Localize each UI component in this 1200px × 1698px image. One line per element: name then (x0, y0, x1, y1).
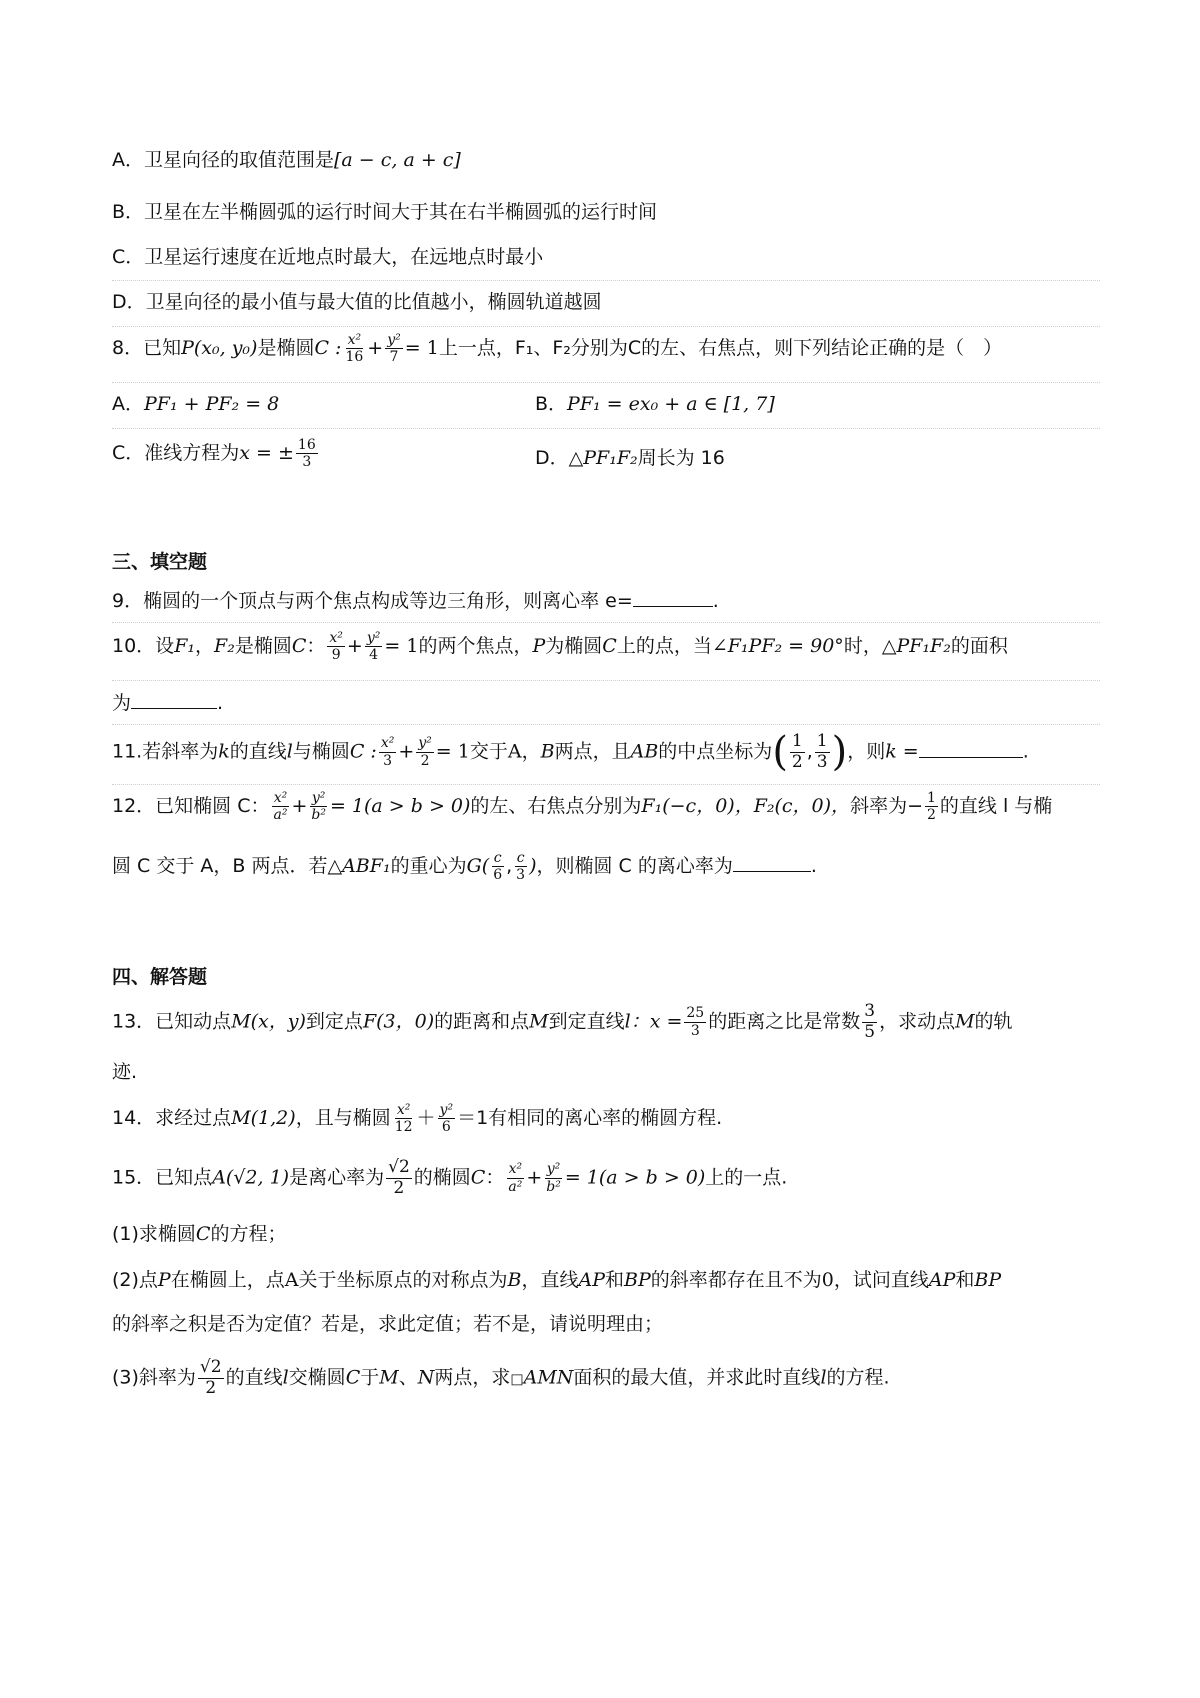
q10-c: C (291, 635, 307, 658)
q8-option-d-suffix: 周长为 16 (637, 447, 725, 469)
q15-p3-box: □ (510, 1371, 524, 1388)
q11-prefix: 11.若斜率为 (112, 740, 219, 763)
q15-p1-c: C (195, 1223, 211, 1245)
q12-slope-sign: − (907, 795, 923, 818)
q8-option-c-label: C．准线方程为 (112, 442, 240, 465)
question-9 (112, 588, 1100, 614)
q12-g-end: ) (529, 855, 537, 878)
q11-mid7: ，则 (847, 740, 886, 763)
separator (112, 326, 1100, 327)
q10-f2: F₂ (214, 635, 235, 658)
answer-blank[interactable] (131, 690, 217, 709)
q15-p2-ap: AP (578, 1269, 605, 1291)
frac-num: y² (546, 1161, 561, 1178)
q8-option-b-math: PF₁ = ex₀ + a ∈ [1, 7] (567, 393, 775, 415)
q15-p2-g: ，试问直线 (833, 1269, 929, 1291)
q7-option-a-math: [a − c, a + c] (334, 149, 461, 171)
frac-num: c (493, 850, 502, 866)
q15-p2-bp2: BP (974, 1269, 1002, 1291)
q12-f2: F₂(c，0)， (753, 795, 851, 818)
q10-prefix: 10．设 (112, 635, 175, 658)
q8-option-c-frac (296, 437, 318, 470)
q11-k: k (218, 740, 230, 763)
q8-point: P(x₀, y₀) (181, 337, 258, 360)
q10-mid5: 上的点，当 (616, 635, 712, 658)
q15-frac-y (544, 1161, 563, 1194)
q15-p3-f: 两点，求 (434, 1366, 511, 1389)
frac-den: 6 (441, 1119, 451, 1136)
question-10-line2 (112, 690, 1100, 716)
q14-m: M(1,2) (231, 1107, 296, 1130)
q13-l: l：x = (624, 1010, 683, 1033)
frac-num: √2 (388, 1157, 410, 1177)
q10-mid6: 时， (843, 635, 882, 658)
q11-c: C : (349, 740, 377, 763)
q13-m2: M (529, 1010, 549, 1033)
q13-ratio (862, 1002, 877, 1042)
separator (112, 382, 1100, 383)
q15-p3-amn: AMN (523, 1366, 574, 1389)
q11-b: B (540, 740, 555, 763)
q15-p2-a: A (284, 1269, 299, 1291)
q8-frac-x (343, 332, 365, 365)
q11-frac-y (416, 735, 434, 768)
q15-p3-c: 交椭圆 (288, 1366, 346, 1389)
q15-e-frac (386, 1158, 412, 1198)
q12-slope-frac (925, 790, 938, 823)
q11-eq: = 1 (435, 740, 470, 763)
frac-num: c (516, 850, 525, 866)
q12-end: . (810, 855, 817, 878)
q8-ellipse-name: C : (314, 337, 342, 360)
frac-num: x² (508, 1161, 523, 1178)
left-paren: ( (772, 729, 788, 776)
frac-num: x² (380, 735, 395, 752)
frac-num: x² (396, 1102, 411, 1118)
q15-prefix: 15．已知点 (112, 1166, 213, 1189)
frac-den: 2 (393, 1177, 405, 1198)
q15-p3-g: 面积的最大值，并求此时直线 (573, 1366, 821, 1389)
question-8: 8．已知P(x₀, y₀)是椭圆C : $\frac{\text{x²}}{16}$ + $\frac{\text{y²}}{7}$ = 1上一点，F₁、F₂分别为C的左、右焦点，则下列结论正确的是（ ） (112, 332, 1003, 366)
frac-num: x² (347, 332, 362, 348)
frac-num: y² (418, 735, 432, 752)
q15-p2-f: 的斜率都存在且不为 (650, 1269, 822, 1291)
q10-colon: ： (306, 635, 326, 658)
question-12-line2: 圆 C 交于 A，B 两点．若△ABF₁的重心为G( $\frac{c}{6}$ , $\frac{c}{3}$ )，则椭圆 C 的离心率为 . (112, 850, 817, 884)
q14-suffix: 有相同的离心率的椭圆方程. (488, 1107, 723, 1130)
q15-c: C (470, 1166, 486, 1189)
section-title-solve: 四、解答题 (112, 966, 208, 988)
frac-den: 9 (331, 647, 341, 664)
q11-mid5: 两点，且 (554, 740, 631, 763)
q8-prefix: 8．已知 (112, 337, 182, 360)
q13-mid1: 到定点 (305, 1010, 363, 1033)
q11-frac-x (379, 735, 397, 768)
q15-p2-h: 和 (955, 1269, 975, 1291)
q11-l: l (286, 740, 293, 763)
frac-den: 3 (516, 867, 526, 884)
q12-triangle: △ABF₁ (327, 855, 391, 878)
frac-den: 16 (345, 349, 364, 366)
frac-num: y² (366, 630, 381, 646)
q15-suffix: 上的一点. (705, 1166, 788, 1189)
q10-angle: ∠F₁PF₂ = 90° (711, 635, 844, 658)
q12-g: G( (466, 855, 490, 878)
q12-line2b: 的重心为 (390, 855, 467, 878)
frac-num: 3 (864, 1001, 876, 1021)
q14-eq: ＝1 (457, 1107, 489, 1130)
question-12: 12．已知椭圆 C： $\frac{\text{x²}}{\text{a²}}$ + $\frac{\text{y²}}{\text{b²}}$ = 1(a > b > 0)的左、右焦点分别为F₁(−c，0)，F₂(c，0)，斜率为− $\frac{1}{2}$ 的直线 l 与椭 (112, 790, 1053, 824)
q13-mid4: 的距离之比是常数 (708, 1010, 861, 1033)
q12-frac-x (271, 790, 289, 823)
frac-den: 3 (690, 1022, 700, 1039)
q11-keq: k = (885, 740, 919, 763)
q7-option-c: C．卫星运行速度在近地点时最大，在远地点时最小 (112, 246, 544, 268)
separator (112, 680, 1100, 681)
q15-p2-b: 在椭圆上，点 (170, 1269, 285, 1291)
q11-mid6: 的中点坐标为 (658, 740, 773, 763)
q10-end: . (217, 692, 224, 714)
q7-option-a-text: A．卫星向径的取值范围是 (112, 149, 334, 171)
q10-eq: = 1 (384, 635, 419, 658)
q15-p2-bpt: B (507, 1269, 522, 1291)
frac-den: 3 (816, 751, 828, 772)
q14-mid1: ，且与椭圆 (295, 1107, 391, 1130)
frac-num: y² (387, 332, 401, 348)
q15-p3-n: N (417, 1366, 435, 1389)
question-11: 11.若斜率为k的直线l与椭圆C : $\frac{\text{x²}}{3}$ + $\frac{\text{y²}}{2}$ = 1交于A，B两点，且AB的中点坐标为( $\frac{1}{2}$ , $\frac{1}{3}$ )，则k = . (112, 729, 1029, 776)
frac-den: 7 (389, 349, 399, 366)
frac-num: 1 (791, 731, 803, 751)
separator (112, 280, 1100, 281)
q11-mid3: 交于 (469, 740, 508, 763)
q8-option-a-math: PF₁ + PF₂ = 8 (144, 393, 280, 415)
frac-den: a² (273, 807, 288, 824)
q14-prefix: 14．求经过点 (112, 1107, 232, 1130)
q15-colon: ： (485, 1166, 505, 1189)
q12-frac-y (309, 790, 328, 823)
q13-mid5: ，求动点 (879, 1010, 956, 1033)
q12-line2c: ，则椭圆 C 的离心率为 (536, 855, 733, 878)
q15-cond: = 1(a > b > 0) (564, 1166, 706, 1189)
separator (112, 428, 1100, 429)
q10-c2: C (602, 635, 617, 658)
q15-p2-bp: BP (624, 1269, 651, 1291)
q12-mid2: 斜率为 (850, 795, 908, 818)
answer-blank[interactable] (733, 853, 811, 872)
q11-frac-p2 (815, 732, 830, 772)
q15-a: A(√2, 1) (212, 1166, 290, 1189)
q9-text: 9．椭圆的一个顶点与两个焦点构成等边三角形，则离心率 e= (112, 590, 633, 612)
q11-mid1: 的直线 (229, 740, 287, 763)
q8-option-d (535, 446, 725, 471)
frac-num: x² (273, 790, 288, 806)
frac-den: 3 (302, 454, 312, 471)
separator (112, 784, 1100, 785)
q8-option-b-label: B． (535, 393, 568, 415)
q10-mid4: 为椭圆 (545, 635, 603, 658)
q15-p2-zero: 0 (821, 1269, 834, 1291)
q7-option-b: B．卫星在左半椭圆弧的运行时间大于其在右半椭圆弧的运行时间 (112, 201, 658, 223)
frac-num: 1 (816, 731, 828, 751)
frac-den: 2 (791, 751, 803, 772)
q14-frac-x (393, 1102, 415, 1135)
q12-prefix: 12．已知椭圆 C： (112, 795, 270, 818)
q15-p3-h: 的方程. (826, 1366, 890, 1389)
q10-f1: F₁ (174, 635, 195, 658)
q15-mid1: 是离心率为 (289, 1166, 385, 1189)
q12-g-frac2 (514, 850, 527, 883)
q15-p3-l: l (282, 1366, 289, 1389)
frac-num: 16 (297, 437, 316, 453)
q13-mid6: 的轨 (974, 1010, 1013, 1033)
q10-mid3: 的两个焦点， (418, 635, 533, 658)
frac-den: 6 (493, 867, 503, 884)
question-15-part1 (112, 1222, 1100, 1247)
right-paren: ) (831, 729, 848, 776)
q11-a: A (507, 740, 522, 763)
q15-p3-b: 的直线 (225, 1366, 283, 1389)
q15-p3-e: 、 (398, 1366, 418, 1389)
frac-den: b² (546, 1178, 561, 1195)
q15-p1: (1)求椭圆 (112, 1223, 196, 1245)
frac-num: x² (329, 630, 343, 646)
q8-option-d-math: △PF₁F₂ (568, 447, 638, 469)
frac-den: 12 (394, 1119, 413, 1136)
q13-m: M(x，y) (231, 1010, 306, 1033)
q8-suffix: 上一点，F₁、F₂分别为C的左、右焦点，则下列结论正确的是（ ） (438, 337, 1003, 360)
frac-den: 2 (420, 752, 430, 769)
q14-frac-y (438, 1102, 456, 1135)
frac-num: y² (311, 790, 326, 806)
q15-p2-e: 和 (604, 1269, 624, 1291)
q15-p3: (3)斜率为 (112, 1366, 196, 1389)
frac-num: y² (439, 1102, 454, 1118)
q8-option-b (535, 392, 775, 417)
question-13 (112, 1002, 1100, 1042)
frac-den: b² (311, 807, 326, 824)
answer-blank[interactable] (633, 588, 713, 607)
frac-den: a² (508, 1178, 523, 1195)
q10-suffix: 的面积 (950, 635, 1008, 658)
q10-frac-y (365, 630, 383, 663)
question-13-line2: 迹. (112, 1061, 138, 1083)
q8-option-a-label: A． (112, 393, 144, 415)
q10-p: P (532, 635, 546, 658)
q15-p3-m: M (379, 1366, 399, 1389)
q15-p2-d: ，直线 (521, 1269, 579, 1291)
q11-end: . (1022, 740, 1029, 763)
q15-p2: (2)点 (112, 1269, 158, 1291)
frac-den: 3 (383, 752, 393, 769)
answer-blank[interactable] (919, 739, 1023, 758)
q8-option-c-math: x = ± (239, 442, 294, 465)
q13-m3: M (955, 1010, 975, 1033)
q8-frac-y (385, 332, 403, 365)
frac-den: 4 (369, 647, 379, 664)
q13-frac (684, 1005, 706, 1038)
q8-mid: 是椭圆 (257, 337, 315, 360)
separator (112, 724, 1100, 725)
q15-p3-frac (198, 1358, 224, 1398)
question-14: 14．求经过点M(1,2)，且与椭圆 $\frac{\text{x²}}{12}$ ＋ $\frac{\text{y²}}{6}$ ＝1有相同的离心率的椭圆方程. (112, 1102, 723, 1136)
q10-triangle: △PF₁F₂ (881, 635, 951, 658)
question-15-part3 (112, 1358, 1100, 1398)
q8-eq: = 1 (404, 337, 439, 360)
q13-mid3: 到定直线 (548, 1010, 625, 1033)
q15-p3-d: 于 (360, 1366, 380, 1389)
q13-f: F(3，0) (362, 1010, 435, 1033)
q12-mid3: 的直线 l 与椭 (939, 795, 1053, 818)
q12-mid1: 的左、右焦点分别为 (470, 795, 642, 818)
question-15-part2-line2: 的斜率之积是否为定值？若是，求此定值；若不是，请说明理由； (112, 1313, 664, 1335)
frac-den: 2 (205, 1377, 217, 1398)
frac-num: 1 (927, 790, 936, 806)
q15-mid2: 的椭圆 (413, 1166, 471, 1189)
q7-option-a (112, 148, 1100, 173)
section-title-fill-in: 三、填空题 (112, 551, 208, 573)
q11-mid4: ， (521, 740, 541, 763)
q8-option-d-label: D． (535, 447, 569, 469)
q13-mid2: 的距离和点 (434, 1010, 530, 1033)
question-15-part2 (112, 1268, 1100, 1293)
q15-p3-cc: C (345, 1366, 361, 1389)
question-10: 10．设F₁，F₂是椭圆C： $\frac{\text{x²}}{9}$ + $\frac{\text{y²}}{4}$ = 1的两个焦点，P为椭圆C上的点，当∠F₁PF₂ = 90°时，△PF₁F₂的面积 (112, 630, 1008, 664)
frac-num: 25 (686, 1005, 705, 1022)
q11-frac-p1 (790, 732, 805, 772)
q11-ab: AB (630, 740, 659, 763)
q15-p2-ap2: AP (928, 1269, 956, 1291)
q10-mid2: 是椭圆 (234, 635, 292, 658)
q7-option-d: D．卫星向径的最小值与最大值的比值越小，椭圆轨道越圆 (112, 291, 602, 313)
question-15: 15．已知点A(√2, 1)是离心率为 $\frac{√2}{2}$ 的椭圆C： $\frac{\text{x²}}{\text{a²}}$ + $\frac{\text{y²}}{\text{b²}}$ = 1(a > b > 0)上的一点. (112, 1157, 788, 1198)
q10-frac-x (327, 630, 345, 663)
q12-cond: = 1(a > b > 0) (329, 795, 471, 818)
q12-f1: F₁(−c，0)， (641, 795, 754, 818)
frac-den: 5 (864, 1021, 876, 1042)
q13-prefix: 13．已知动点 (112, 1010, 232, 1033)
q15-frac-x (506, 1161, 524, 1194)
frac-num: √2 (199, 1357, 222, 1377)
q15-p1-end: 的方程； (210, 1223, 287, 1245)
separator (112, 622, 1100, 623)
q15-p2-c: 关于坐标原点的对称点为 (298, 1269, 508, 1291)
q10-mid1: ， (195, 635, 215, 658)
q15-p2-p: P (157, 1269, 171, 1291)
q10-line2: 为 (112, 692, 132, 714)
q12-line2a: 圆 C 交于 A，B 两点．若 (112, 855, 328, 878)
frac-den: 2 (927, 807, 936, 824)
q12-g-frac1 (491, 850, 504, 883)
q11-mid2: 与椭圆 (292, 740, 350, 763)
q9-end: . (712, 590, 719, 612)
q15-p3-l2: l (820, 1366, 827, 1389)
